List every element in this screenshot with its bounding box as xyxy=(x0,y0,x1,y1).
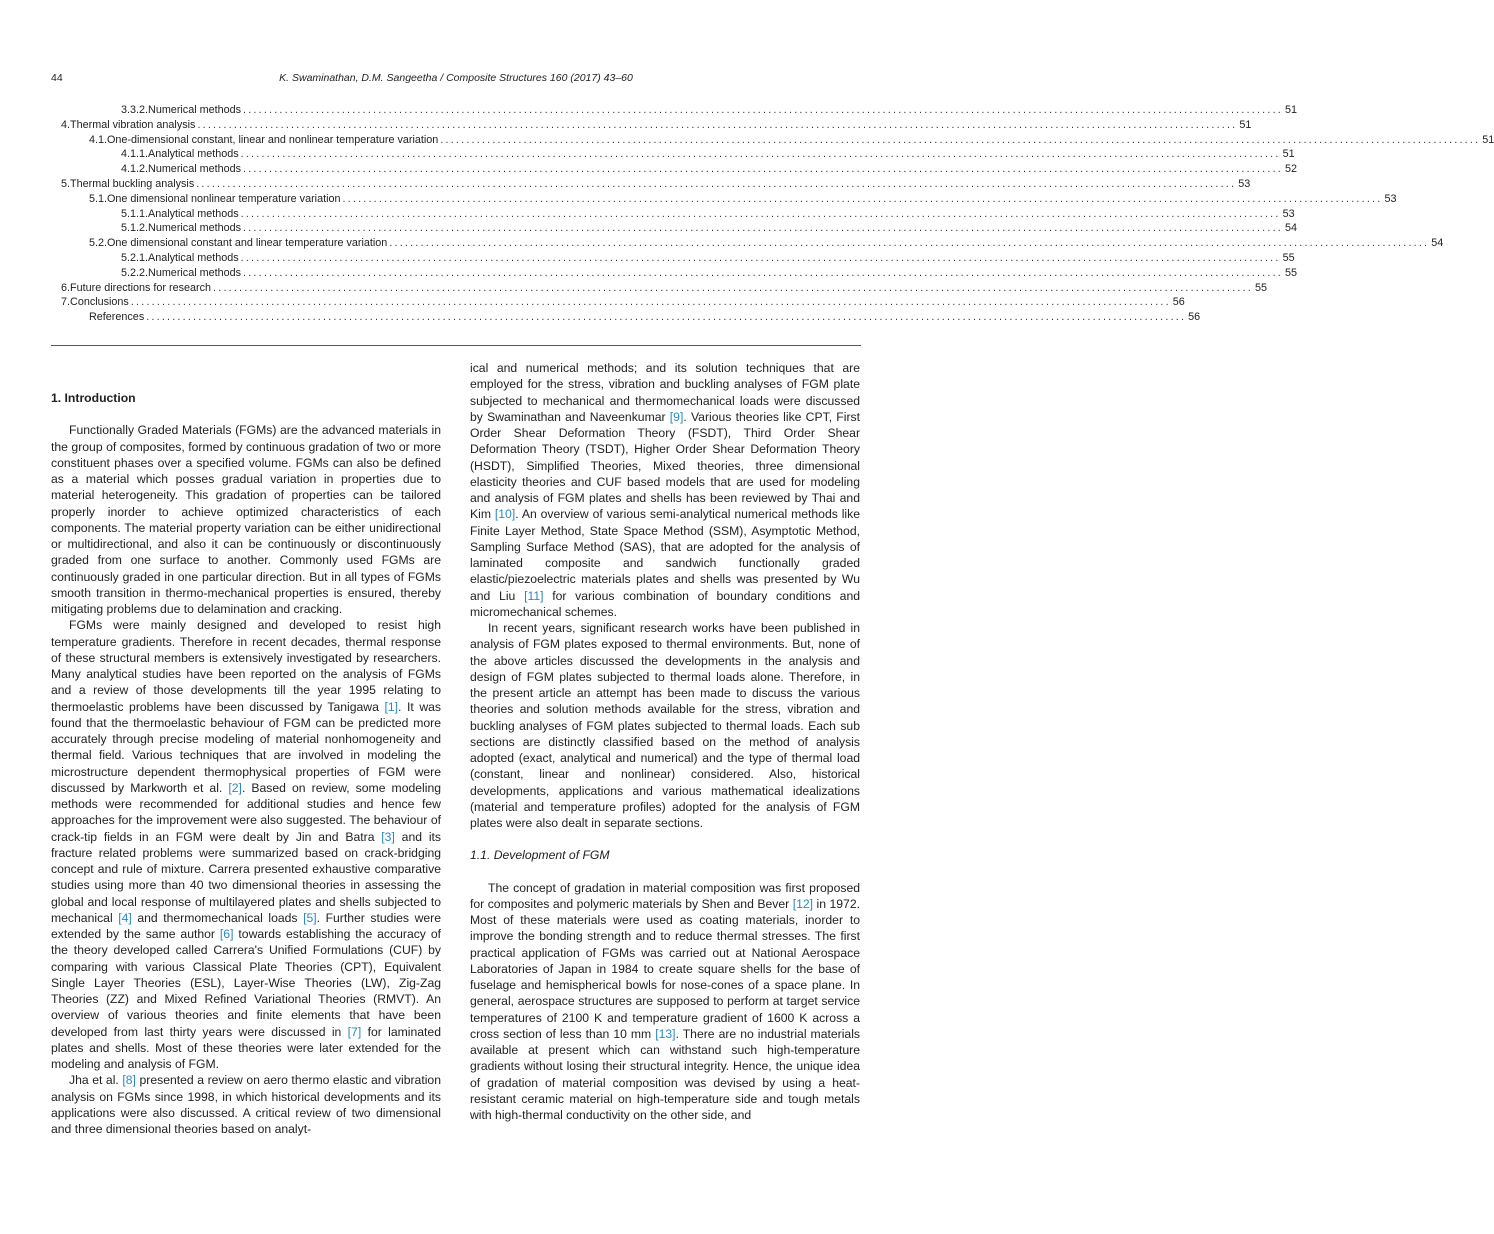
text-run: for various combination of boundary conditions and micromechanical schemes. xyxy=(470,588,860,619)
toc-entry[interactable] xyxy=(51,281,1268,296)
toc-entry[interactable] xyxy=(51,147,1295,162)
toc-entry[interactable] xyxy=(51,251,1295,266)
text-run: presented a review on aero thermo elastic and vibration analysis on FGMs since 1998, in which historical developments and its applications were also discussed. A critical review of two dimensional and three dimensional theories based on analyt- xyxy=(51,1073,441,1136)
toc-number: 6. xyxy=(61,281,71,294)
citation-link[interactable]: [7] xyxy=(347,1024,362,1039)
toc-number: 5.1.1. xyxy=(121,207,149,220)
text-run: In recent years, significant research works have been published in analysis of FGM plates exposed to thermal environments. But, none of the above articles discussed the developments in the analysis and design of FGM plates subjected to thermal loads alone. Therefore, in the present article an attempt has been made to discuss the various theories and solution methods available for the stress, vibration and buckling analyses of FGM plates subjected to thermal loads. Each sub sections are distinctly classified based on the method of analysis adopted (exact, analytical and numerical) and the type of thermal load (constant, linear and nonlinear) considered. Also, historical developments, applications and various mathematical idealizations (material and temperature profiles) adopted for the analysis of FGM plates were also dealt in separate sections. xyxy=(470,621,860,830)
body-paragraph xyxy=(470,880,860,1124)
toc-entry[interactable] xyxy=(51,207,1295,222)
toc-page: 54 xyxy=(1284,222,1297,235)
toc-dot-leader: ........................................................................................................................................................................................................ xyxy=(440,133,1481,146)
toc-number: 4.1.2. xyxy=(121,163,149,176)
toc-dot-leader: ........................................................................................................................................................................................................ xyxy=(240,207,1281,220)
toc-number: 3.3.2. xyxy=(121,104,149,116)
toc-entry[interactable] xyxy=(51,221,1297,236)
text-run: . There are no industrial materials available at present which can withstand such high-temperature gradients without losing their structural integrity. Hence, the unique idea of gradation of material composition was devised by using a heat-resistant ceramic material on high-temperature side and tough metals with high-thermal conductivity on the other side, and xyxy=(470,1026,860,1122)
table-of-contents xyxy=(51,103,1494,325)
toc-entry[interactable] xyxy=(51,177,1251,192)
toc-page: 56 xyxy=(1188,311,1201,324)
subsection-heading-development-of-fgm: 1.1. Development of FGM xyxy=(470,848,610,863)
toc-entry[interactable] xyxy=(51,103,1297,118)
toc-page: 54 xyxy=(1431,237,1444,250)
toc-entry[interactable] xyxy=(51,192,1397,207)
toc-page: 53 xyxy=(1238,177,1251,190)
toc-dot-leader: ........................................................................................................................................................................................................ xyxy=(240,251,1281,264)
citation-link[interactable]: [10] xyxy=(494,507,516,522)
toc-page: 51 xyxy=(1482,133,1494,146)
citation-link[interactable]: [8] xyxy=(122,1073,136,1088)
toc-page: 55 xyxy=(1282,251,1295,264)
citation-link[interactable]: [2] xyxy=(228,780,242,795)
toc-page: 56 xyxy=(1172,296,1185,309)
text-run: . Various theories like CPT, First Order Shear Deformation Theory (FSDT), Third Order Shear Deformation Theory (TSDT), Higher Order Shear Deformation Theory (HSDT), Simplified Theories, Mixed theories, three dimensional elasticity theories and CUF based models that are used for modeling and analysis of FGM plates and shells has been reviewed by Thai and Kim xyxy=(470,409,860,522)
citation-link[interactable]: [13] xyxy=(655,1026,676,1041)
toc-label: Conclusions xyxy=(70,296,129,309)
toc-label: Numerical methods xyxy=(148,104,242,116)
toc-entry[interactable] xyxy=(51,295,1185,310)
toc-page: 52 xyxy=(1284,163,1297,176)
toc-dot-leader: ........................................................................................................................................................................................................ xyxy=(196,177,1237,190)
toc-label: References xyxy=(89,311,145,324)
toc-entry[interactable] xyxy=(51,236,1444,251)
toc-number: 5.2. xyxy=(89,237,108,250)
citation-link[interactable]: [11] xyxy=(524,588,544,603)
toc-label: One dimensional constant and linear temperature variation xyxy=(107,237,388,250)
toc-label: Numerical methods xyxy=(148,222,242,235)
toc-number: 5.1.2. xyxy=(121,222,149,235)
toc-entry[interactable] xyxy=(51,266,1297,281)
toc-dot-leader: ........................................................................................................................................................................................................ xyxy=(389,237,1430,250)
toc-label: Future directions for research xyxy=(70,281,212,294)
text-run: . An overview of various semi-analytical numerical methods like Finite Layer Method, State Space Method (SSM), Asymptotic Method, Sampling Surface Method (SAS), that are adopted for the analysis of laminated composite and sandwich functionally graded elastic/piezoelectric materials plates and shells was presented by Wu and Liu xyxy=(470,507,861,603)
body-paragraph xyxy=(51,1072,441,1137)
body-paragraph xyxy=(470,620,860,831)
toc-entry[interactable] xyxy=(51,162,1297,177)
toc-number: 5.2.2. xyxy=(121,266,149,279)
citation-link[interactable]: [1] xyxy=(384,699,399,714)
toc-label: Analytical methods xyxy=(148,251,239,264)
toc-label: One dimensional nonlinear temperature variation xyxy=(107,192,341,205)
right-column xyxy=(470,360,860,1123)
toc-page: 53 xyxy=(1384,192,1397,205)
citation-link[interactable]: [3] xyxy=(381,829,395,844)
toc-label: Numerical methods xyxy=(148,163,242,176)
toc-page: 51 xyxy=(1284,104,1297,116)
text-run: ical and numerical methods; and its solution techniques that are employed for the stress, vibration and buckling analyses of FGM plate subjected to mechanical and thermomechanical loads were discussed by Swaminathan and Naveenkumar xyxy=(470,361,860,424)
text-run: and thermomechanical loads xyxy=(131,910,304,925)
page-number: 44 xyxy=(51,72,63,84)
citation-link[interactable]: [4] xyxy=(118,910,132,925)
toc-number: 4.1. xyxy=(89,133,108,146)
body-paragraph xyxy=(51,617,441,1072)
toc-number: 4.1.1. xyxy=(121,148,149,161)
toc-dot-leader: ........................................................................................................................................................................................................ xyxy=(243,163,1283,176)
running-header xyxy=(51,72,861,86)
toc-page: 51 xyxy=(1239,118,1252,131)
citation-link[interactable]: [5] xyxy=(303,910,317,925)
body-paragraph xyxy=(470,360,860,620)
running-title: K. Swaminathan, D.M. Sangeetha / Composite Structures 160 (2017) 43–60 xyxy=(279,72,633,84)
toc-page: 51 xyxy=(1282,148,1295,161)
toc-number: 5. xyxy=(61,177,71,190)
toc-dot-leader: ........................................................................................................................................................................................................ xyxy=(240,148,1281,161)
toc-entry[interactable] xyxy=(51,310,1201,325)
toc-entry[interactable] xyxy=(51,118,1252,133)
text-run: FGMs were mainly designed and developed to resist high temperature gradients. Therefore in recent decades, thermal response of these structural members is extensively investigated by researchers. Many analytical studies have been reported on the analysis of FGMs and a review of those developments till the year 1995 relating to thermoelastic problems have been discussed by Tanigawa xyxy=(51,618,441,714)
toc-label: One-dimensional constant, linear and nonlinear temperature variation xyxy=(107,133,439,146)
toc-label: Analytical methods xyxy=(148,148,239,161)
citation-link[interactable]: [6] xyxy=(219,927,234,941)
toc-page: 55 xyxy=(1255,281,1268,294)
text-run: The concept of gradation in material composition was first proposed for composites and polymeric materials by Shen and Bever xyxy=(470,880,860,911)
citation-link[interactable]: [12] xyxy=(792,896,814,911)
toc-label: Numerical methods xyxy=(148,266,242,279)
toc-dot-leader: ........................................................................................................................................................................................................ xyxy=(130,296,1171,309)
toc-dot-leader: ........................................................................................................................................................................................................ xyxy=(342,192,1383,205)
left-column xyxy=(51,390,441,1137)
toc-number: 7. xyxy=(61,296,71,309)
toc-label: Thermal vibration analysis xyxy=(70,118,196,131)
text-run: Functionally Graded Materials (FGMs) are the advanced materials in the group of composites, formed by continuous gradation of two or more constituent phases over a specified volume. FGMs can also be defined as a material which posses gradual variation in properties due to material heterogeneity. This gradation of properties can be tailored properly inorder to achieve optimized characteristics of each components. The material property variation can be either unidirectional or multidirectional, and also it can be continuously or discontinuously graded from one surface to another. Commonly used FGMs are continuously graded in one particular direction. But in all types of FGMs smooth transition in thermo-mechanical properties is ensured, thereby mitigating problems due to delamination and cracking. xyxy=(51,423,441,616)
body-paragraph xyxy=(51,422,441,617)
text-run: Jha et al. xyxy=(69,1073,123,1088)
toc-number: 5.1. xyxy=(89,192,108,205)
toc-dot-leader: ........................................................................................................................................................................................................ xyxy=(243,222,1283,235)
text-run: for laminated plates and shells. Most of these theories were later extended for the modeling and analysis of FGM. xyxy=(51,1024,441,1071)
toc-dot-leader: ........................................................................................................................................................................................................ xyxy=(243,104,1283,116)
text-run: and its fracture related problems were summarized based on crack-bridging concept and rule of mixture. Carrera presented exhaustive comparative studies using more than 40 two dimensional theories in assessing the global and local response of multilayered plates and shells subjected to mechanical xyxy=(51,829,442,925)
toc-number: 4. xyxy=(61,118,71,131)
text-run: . Based on review, some modeling methods were recommended for additional studies and hence few approaches for the improvement were also suggested. The behaviour of crack-tip fields in an FGM were dealt by Jin and Batra xyxy=(51,780,442,844)
text-run: . It was found that the thermoelastic behaviour of FGM can be predicted more accurately through precise modeling of material nonhomogeneity and thermal field. Various techniques that are involved in modeling the microstructure dependent thermophysical properties of FGM were discussed by Markworth et al. xyxy=(51,699,441,795)
text-run: . Further studies were extended by the same author xyxy=(51,910,441,941)
toc-page: 55 xyxy=(1284,266,1297,279)
toc-label: Thermal buckling analysis xyxy=(70,177,195,190)
toc-number: 5.2.1. xyxy=(121,251,149,264)
citation-link[interactable]: [9] xyxy=(669,409,684,424)
text-run: towards establishing the accuracy of the theory developed called Carrera's Unified Formulations (CUF) by comparing with various Classical Plate Theories (CPT), Equivalent Single Layer Theories (ESL), Layer-Wise Theories (LW), Zig-Zag Theories (ZZ) and Mixed Refined Variational Theories (RMVT). An overview of various theories and finite elements that have been developed from last thirty years were discussed in xyxy=(51,927,441,1039)
toc-entry[interactable] xyxy=(51,133,1494,148)
toc-label: Analytical methods xyxy=(148,207,239,220)
toc-page: 53 xyxy=(1282,207,1295,220)
toc-dot-leader: ........................................................................................................................................................................................................ xyxy=(146,311,1187,324)
section-heading-introduction: 1. Introduction xyxy=(51,391,136,405)
divider xyxy=(51,345,861,346)
text-run: in 1972. Most of these materials were used as coating materials, inorder to improve the bonding strength and to reduce thermal stresses. The first practical application of FGMs was carried out at National Aerospace Laboratories of Japan in 1984 to create square shells for the base of fuselage and hemispherical bowls for nose-cones of a space plane. In general, aerospace structures are supposed to perform at target service temperatures of 2100 K and temperature gradient of 1600 K across a cross section of less than 10 mm xyxy=(470,896,860,1041)
toc-dot-leader: ........................................................................................................................................................................................................ xyxy=(197,118,1238,131)
toc-dot-leader: ........................................................................................................................................................................................................ xyxy=(243,266,1283,279)
toc-dot-leader: ........................................................................................................................................................................................................ xyxy=(213,281,1253,294)
